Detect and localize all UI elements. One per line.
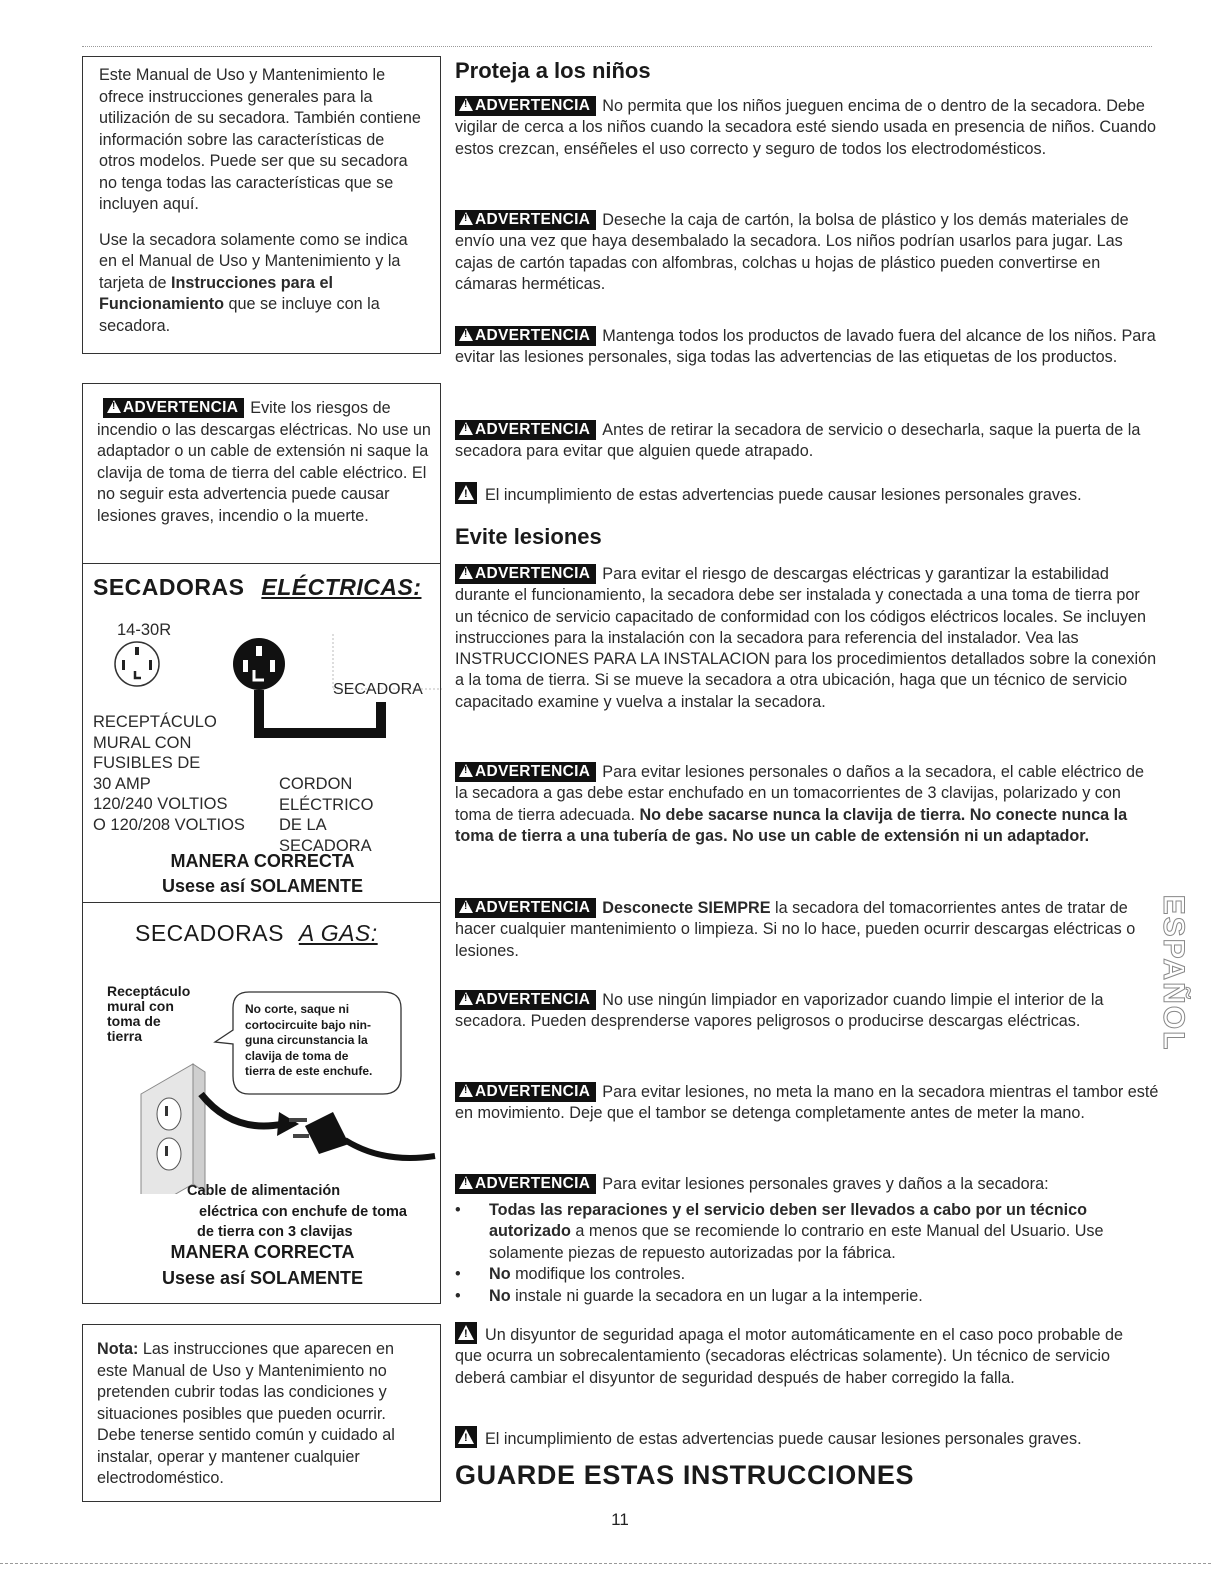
warning-triangle-icon	[459, 212, 473, 225]
warning-cleaner: !ADVERTENCIA No use ningún limpiador en vaporizador cuando limpie el interior de la secadora. Pueden desprenderse vapores peligrosos o producirse descargas eléctricas.	[455, 990, 1145, 1033]
correct-way-label: MANERA CORRECTA	[170, 851, 355, 871]
warning-triangle-icon	[459, 764, 473, 777]
cord-label: CORDON ELÉCTRICO DE LA SECADORA	[279, 775, 374, 855]
use-only-label: Usese así SOLAMENTE	[161, 876, 364, 896]
dryer-tag: SECADORA	[333, 681, 423, 698]
plug-icon	[233, 638, 285, 690]
wall-outlet-icon	[141, 1064, 205, 1194]
fire-warning: !ADVERTENCIA Evite los riesgos de incendio o las descargas eléctricas. No use un adaptador o un cable de extensión ni saque la clavija de toma de tierra del cable eléctrico. El no seguir esta advertencia puede causar lesiones graves, incendio o la muerte.	[97, 398, 432, 527]
warning-badge: !ADVERTENCIA	[455, 1082, 596, 1102]
avoid-injuries-heading: Evite lesiones	[455, 524, 602, 549]
bullet-outdoors: • No instale ni guarde la secadora en un lugar a la intemperie.	[455, 1287, 923, 1305]
breaker-notice: !Un disyuntor de seguridad apaga el motor automáticamente en el caso poco probable de que ocurra un sobrecalentamiento (secadoras eléctricas solamente). Un técnico de servicio deberá cambiar el disyuntor de seguridad después de haber corregido la falla.	[455, 1322, 1145, 1389]
receptacle-code: 14-30R	[117, 621, 172, 639]
warning-badge: !ADVERTENCIA	[455, 96, 596, 116]
warning-triangle-icon	[459, 1084, 473, 1097]
warning-badge: !ADVERTENCIA	[455, 420, 596, 440]
gas-title: SECADORAS A GAS:	[135, 920, 378, 946]
note-box	[82, 1324, 441, 1502]
gas-receptacle-label: Receptáculo mural con toma de tierra	[107, 983, 191, 1044]
warning-badge: !ADVERTENCIA	[455, 762, 596, 782]
failure-notice-1: !El incumplimiento de estas advertencias puede causar lesiones personales graves.	[455, 482, 1160, 506]
safety-diagram-box	[82, 383, 441, 1304]
warning-badge: !ADVERTENCIA	[455, 210, 596, 230]
use-only-label-2: Usese así SOLAMENTE	[161, 1268, 364, 1288]
bullet-controls: • No modifique los controles.	[455, 1265, 686, 1283]
gas-bubble-text: No corte, saque ni cortocircuite bajo nin- guna circunstancia la clavija de toma de tierra de este enchufe.	[245, 1002, 373, 1078]
warning-badge: !ADVERTENCIA	[455, 990, 596, 1010]
electric-title: SECADORAS ELÉCTRICAS:	[93, 574, 422, 600]
warning-drum: !ADVERTENCIA Para evitar lesiones, no meta la mano en la secadora mientras el tambor esté en movimiento. Deje que el tambor se detenga completamente antes de meter la mano.	[455, 1082, 1160, 1125]
correct-way-label-2: MANERA CORRECTA	[170, 1242, 355, 1262]
grounded-plug-icon	[289, 1112, 435, 1158]
warning-badge: !ADVERTENCIA	[455, 326, 596, 346]
alert-icon	[455, 1426, 477, 1448]
warning-children-play: !ADVERTENCIA No permita que los niños jueguen encima de o dentro de la secadora. Debe vigilar de cerca a los niños cuando la secadora esté siendo usada en presencia de niños. Cuando estos crezcan, enséñeles el uso correcto y seguro de todos los electrodomésticos.	[455, 96, 1160, 160]
warning-grounding: !ADVERTENCIA Para evitar lesiones personales o daños a la secadora, el cable eléctrico de la secadora a gas debe estar enchufado en un tomacorrientes de 3 clavijas, polarizado y con toma de tierra adecuada. No debe sacarse nunca la clavija de tierra. No conecte nunca la toma de tierra a una tubería de gas. No use un cable de extensión ni un adaptador.	[455, 762, 1160, 847]
save-instructions-heading: GUARDE ESTAS INSTRUCCIONES	[455, 1460, 915, 1490]
bullet-service: • Todas las reparaciones y el servicio deben ser llevados a cabo por un técnico autorizado a menos que se recomiende lo contrario en este Manual del Usuario. Use solamente piezas de repuesto autorizadas por la fábrica.	[455, 1201, 1104, 1262]
intro-box	[82, 56, 441, 354]
warning-service: !ADVERTENCIA Para evitar lesiones personales graves y daños a la secadora:	[455, 1174, 1160, 1195]
intro-paragraph-1: Este Manual de Uso y Mantenimiento le ofrece instrucciones generales para la utilización de su secadora. También contiene información sobre las características de otros modelos. Puede ser que su secadora no tenga todas las características que se incluyen aquí.	[99, 66, 421, 213]
warning-badge: !ADVERTENCIA	[455, 564, 596, 584]
intro-paragraph-2: Use la secadora solamente como se indica en el Manual de Uso y Mantenimiento y la tarjeta de Instrucciones para el Funcionamiento que se incluye con la secadora.	[99, 230, 408, 335]
warning-installation: !ADVERTENCIA Para evitar el riesgo de descargas eléctricas y garantizar la estabilidad durante el funcionamiento, la secadora debe ser instalada y conectada a una toma de tierra por un técnico de servicio capacitado de conformidad con los códigos eléctricos locales. Se incluyen instrucciones para la instalación con la secadora para referencia del instalador. Vea las INSTRUCCIONES PARA LA INSTALACION para los procedimientos detallados sobre la conexión a la toma de tierra. Si se mueve la secadora a otra ubicación, haga que un técnico de servicio capacitado examine y vuelva a instalar la secadora.	[455, 564, 1160, 713]
language-side-tab: ESPAÑOL	[1157, 894, 1190, 1052]
warning-triangle-icon	[459, 992, 473, 1005]
divider	[83, 563, 440, 564]
page-number: 11	[611, 1510, 629, 1529]
warning-triangle-icon	[459, 98, 473, 111]
warning-triangle-icon	[459, 422, 473, 435]
note-text: Nota: Las instrucciones que aparecen en este Manual de Uso y Mantenimiento no pretenden cubrir todas las condiciones y situaciones posibles que pueden ocurrir. Debe tenerse sentido común y cuidado al instalar, operar y mantener cualquier electrodoméstico.	[97, 1340, 395, 1487]
warning-products: !ADVERTENCIA Mantenga todos los productos de lavado fuera del alcance de los niños. Para evitar las lesiones personales, siga todas las advertencias de las etiquetas de los productos.	[455, 326, 1160, 369]
protect-children-heading: Proteja a los niños	[455, 58, 651, 83]
gas-cable-label: Cable de alimentación eléctrica con enchufe de toma de tierra con 3 clavijas	[187, 1183, 407, 1240]
warning-remove-door: !ADVERTENCIA Antes de retirar la secadora de servicio o desecharla, saque la puerta de la secadora para evitar que alguien quede atrapado.	[455, 420, 1160, 463]
alert-icon	[455, 482, 477, 504]
warning-triangle-icon	[459, 566, 473, 579]
divider	[83, 902, 440, 903]
top-rule	[82, 46, 1152, 47]
warning-triangle-icon	[459, 900, 473, 913]
warning-badge: !ADVERTENCIA	[455, 1174, 596, 1194]
warning-triangle-icon	[459, 1176, 473, 1189]
failure-notice-2: !El incumplimiento de estas advertencias puede causar lesiones personales graves.	[455, 1426, 1160, 1450]
bottom-rule	[0, 1563, 1211, 1564]
warning-disconnect: !ADVERTENCIA Desconecte SIEMPRE la secadora del tomacorrientes antes de tratar de hacer cualquier mantenimiento o limpieza. Si no lo hace, pueden ocurrir descargas eléctricas o lesiones.	[455, 898, 1145, 962]
warning-packaging: !ADVERTENCIA Deseche la caja de cartón, la bolsa de plástico y los demás materiales de envío una vez que haya desembalado la secadora. Los niños podrían usarlos para jugar. Las cajas de cartón tapadas con alfombras, colchas u hojas de plástico pueden convertirse en cámaras herméticas.	[455, 210, 1160, 295]
insert-arrow	[201, 1094, 283, 1126]
warning-badge: !ADVERTENCIA	[103, 398, 244, 418]
receptacle-label: RECEPTÁCULO MURAL CON FUSIBLES DE 30 AMP 120/240 VOLTIOS O 120/208 VOLTIOS	[93, 713, 245, 834]
warning-badge: !ADVERTENCIA	[455, 898, 596, 918]
outlet-icon	[115, 642, 159, 686]
alert-icon	[455, 1322, 477, 1344]
warning-triangle-icon	[459, 328, 473, 341]
warning-triangle-icon	[107, 400, 121, 413]
